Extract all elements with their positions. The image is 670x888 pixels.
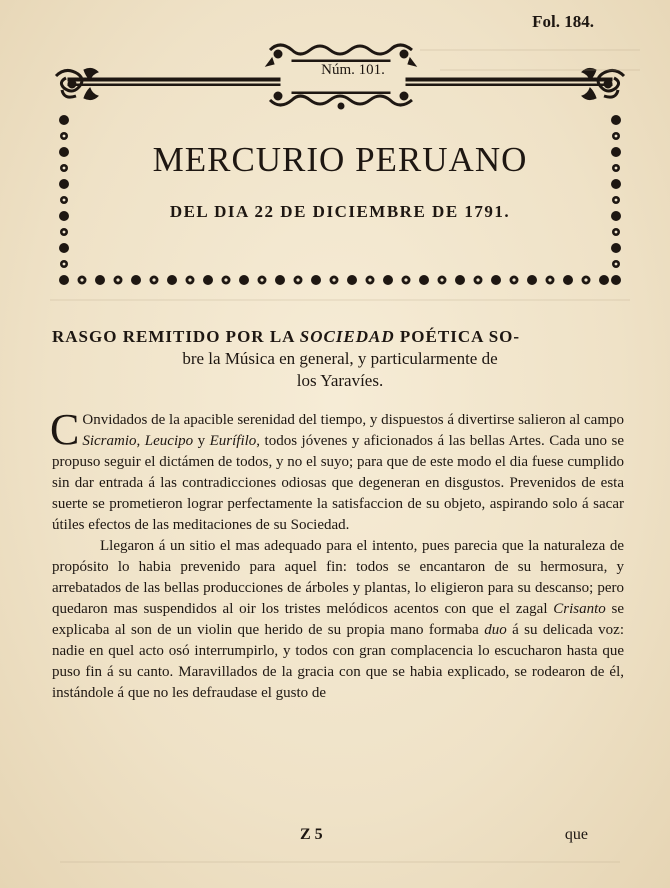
heading-line-1: RASGO REMITIDO POR LA SOCIEDAD POÉTICA SO- [52,327,521,346]
paragraph-2: Llegaron á un sitio el mas adequado para el intento, pues parecia que la naturaleza de propósito lo habia prevenido para aquel fin: todos se encantaron de su hermosura, y arrebatados de las bellas producciones de árboles y plantas, lo eligieron para su descanso; pero quedaron mas suspendidos al oir los tristes melódicos acentos con que el zagal Crisanto se explicaba al son de un violin que herido de su propia mano formaba duo á su delicada voz: nadie en quel acto osó interrumpirlo, y todos con gran complacencia lo escucharon hasta que puso fin á su canto. Maravillados de la gracia con que se habia explicado, se rodearon de él, instándole á que no les defraudase el gusto de [52,538,624,701]
paragraph-1: C Onvidados de la apacible serenidad del tiempo, y dispuestos á divertirse salieron al campo Sicramio, Leucipo y Eurífilo, todos jóvenes y aficionados á las bellas Artes. Cada uno se propuso seguir el dictámen de todos, y no el suyo; para que de este modo el dia fuese cumplido sin dar entrada á las contradicciones odiosas que degeneran en disgustos. Prevenidos de esta suerte se prometieron lograr perfectamente la satisfaccion de su objeto, aspirando solo á sacar útiles efectos de las meditaciones de su Sociedad. [50,405,624,533]
drop-cap: C [50,405,80,454]
masthead-title: MERCURIO PERUANO [152,140,528,179]
issue-number: Núm. 101. [321,62,385,78]
masthead-date: DEL DIA 22 DE DICIEMBRE DE 1791. [169,202,511,221]
masthead-frame [54,40,626,290]
catchword: que [564,826,588,843]
article-body [50,405,624,704]
heading-line-2: bre la Música en general, y particularmente de [182,349,498,368]
signature-mark: Z 5 [300,826,323,843]
article-heading [52,326,628,392]
heading-line-3: los Yaravíes. [296,371,384,390]
folio-number: Fol. 184. [532,12,594,31]
